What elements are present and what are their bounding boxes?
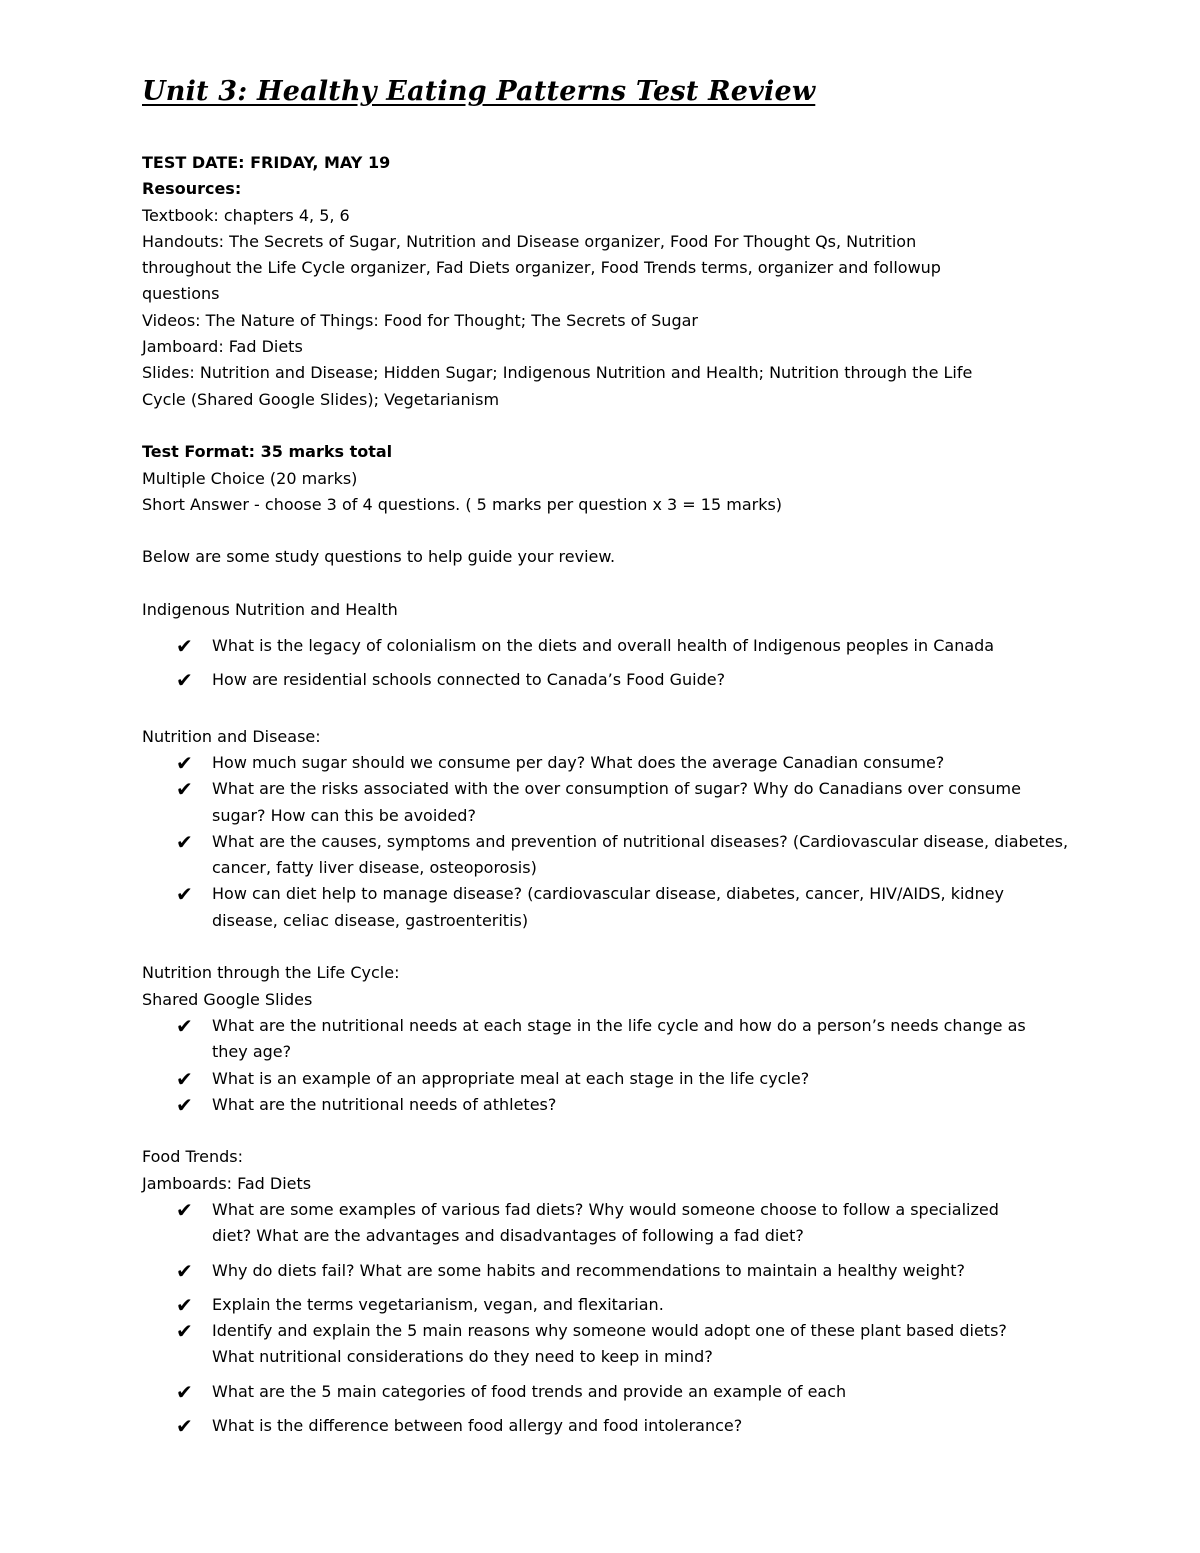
question-text: Identify and explain the 5 main reasons why someone would adopt one of these plant based diets? What nutritional considerations do they need to keep in mind? [212, 1321, 1007, 1367]
checklist-trends [142, 1197, 1102, 1439]
list-item [142, 663, 1102, 697]
resource-jamboard: Jamboard: Fad Diets [142, 337, 303, 357]
question-text: What are the 5 main categories of food trends and provide an example of each [212, 1381, 847, 1401]
question-text: How much sugar should we consume per day? What does the average Canadian consume? [212, 752, 945, 772]
checkmark-icon: ✔ [176, 1066, 193, 1091]
page-title: Unit 3: Healthy Eating Patterns Test Review [142, 76, 816, 107]
checklist-disease [142, 750, 1102, 934]
list-item [142, 1379, 1102, 1405]
section-heading-disease: Nutrition and Disease: [142, 726, 321, 746]
question-text: How are residential schools connected to Canada’s Food Guide? [212, 670, 726, 690]
question-text: What is the difference between food allergy and food intolerance? [212, 1416, 743, 1436]
list-item [142, 1258, 1102, 1284]
question-text: What are the causes, symptoms and prevention of nutritional diseases? (Cardiovascular disease, diabetes, cancer, fatty liver disease, osteoporosis) [212, 831, 1069, 878]
list-item [142, 881, 1102, 934]
question-text: How can diet help to manage disease? (cardiovascular disease, diabetes, cancer, HIV/AIDS, kidney disease, celiac disease, gastroenteritis) [212, 884, 1005, 930]
spacer [142, 697, 1102, 723]
test-format-heading: Test Format: 35 marks total [142, 442, 393, 462]
list-item [142, 629, 1102, 663]
checkmark-icon: ✔ [176, 668, 193, 693]
test-date: TEST DATE: FRIDAY, MAY 19 [142, 153, 391, 172]
question-text: Why do diets fail? What are some habits and recommendations to maintain a healthy weight? [212, 1260, 965, 1280]
section-heading-lifecycle: Nutrition through the Life Cycle: [142, 963, 400, 983]
intro-text: Below are some study questions to help guide your review. [142, 547, 616, 567]
question-text: What are the risks associated with the over consumption of sugar? Why do Canadians over consume sugar? How can this be avoided? [212, 779, 1021, 825]
question-text: What are the nutritional needs of athletes? [212, 1094, 557, 1114]
spacer [142, 518, 1102, 544]
section-subheading-trends: Jamboards: Fad Diets [142, 1173, 312, 1193]
spacer [142, 413, 1102, 439]
checkmark-icon: ✔ [176, 1197, 193, 1222]
format-short-answer: Short Answer - choose 3 of 4 questions. ( 5 marks per question x 3 = 15 marks) [142, 494, 783, 514]
question-text: What is the legacy of colonialism on the diets and overall health of Indigenous peoples in Canada [212, 636, 995, 656]
checkmark-icon: ✔ [176, 1092, 193, 1117]
resource-textbook: Textbook: chapters 4, 5, 6 [142, 205, 350, 225]
section-heading-trends: Food Trends: [142, 1147, 243, 1167]
list-item [142, 1318, 1102, 1371]
checklist-indigenous [142, 629, 1102, 697]
section-subheading-lifecycle: Shared Google Slides [142, 989, 313, 1009]
checkmark-icon: ✔ [176, 634, 193, 659]
resources-heading: Resources: [142, 179, 242, 199]
checkmark-icon: ✔ [176, 1414, 193, 1439]
checkmark-icon: ✔ [176, 750, 193, 775]
spacer [142, 571, 1102, 597]
spacer [142, 934, 1102, 960]
list-item [142, 1413, 1102, 1439]
resource-slides-line2: Cycle (Shared Google Slides); Vegetarianism [142, 389, 500, 409]
list-item [142, 1197, 1102, 1250]
checkmark-icon: ✔ [176, 1292, 193, 1317]
checkmark-icon: ✔ [176, 1013, 193, 1038]
question-text: What is an example of an appropriate meal at each stage in the life cycle? [212, 1068, 810, 1088]
checkmark-icon: ✔ [176, 1258, 193, 1283]
resource-slides-line1: Slides: Nutrition and Disease; Hidden Sugar; Indigenous Nutrition and Health; Nutrition through the Life [142, 363, 973, 383]
list-item [142, 1092, 1102, 1118]
checkmark-icon: ✔ [176, 1319, 193, 1344]
document-body [142, 150, 1102, 1439]
section-heading-indigenous: Indigenous Nutrition and Health [142, 600, 398, 620]
checklist-lifecycle [142, 1013, 1102, 1118]
resource-handouts-line1: Handouts: The Secrets of Sugar, Nutrition and Disease organizer, Food For Thought Qs, Nutrition [142, 231, 917, 251]
spacer [142, 1118, 1102, 1144]
checkmark-icon: ✔ [176, 829, 193, 854]
list-item [142, 1013, 1102, 1066]
resource-videos: Videos: The Nature of Things: Food for Thought; The Secrets of Sugar [142, 310, 698, 330]
resource-handouts-line3: questions [142, 284, 220, 304]
checkmark-icon: ✔ [176, 777, 193, 802]
list-item [142, 829, 1102, 882]
checkmark-icon: ✔ [176, 882, 193, 907]
checkmark-icon: ✔ [176, 1379, 193, 1404]
question-text: What are some examples of various fad diets? Why would someone choose to follow a specialized diet? What are the advantages and disadvantages of following a fad diet? [212, 1199, 999, 1246]
resource-handouts-line2: throughout the Life Cycle organizer, Fad Diets organizer, Food Trends terms, organizer and followup [142, 258, 941, 278]
list-item [142, 776, 1102, 829]
list-item [142, 1066, 1102, 1092]
list-item [142, 1292, 1102, 1318]
question-text: What are the nutritional needs at each stage in the life cycle and how do a person’s needs change as they age? [212, 1015, 1026, 1062]
format-multiple-choice: Multiple Choice (20 marks) [142, 468, 358, 488]
list-item [142, 750, 1102, 776]
question-text: Explain the terms vegetarianism, vegan, and flexitarian. [212, 1294, 664, 1314]
